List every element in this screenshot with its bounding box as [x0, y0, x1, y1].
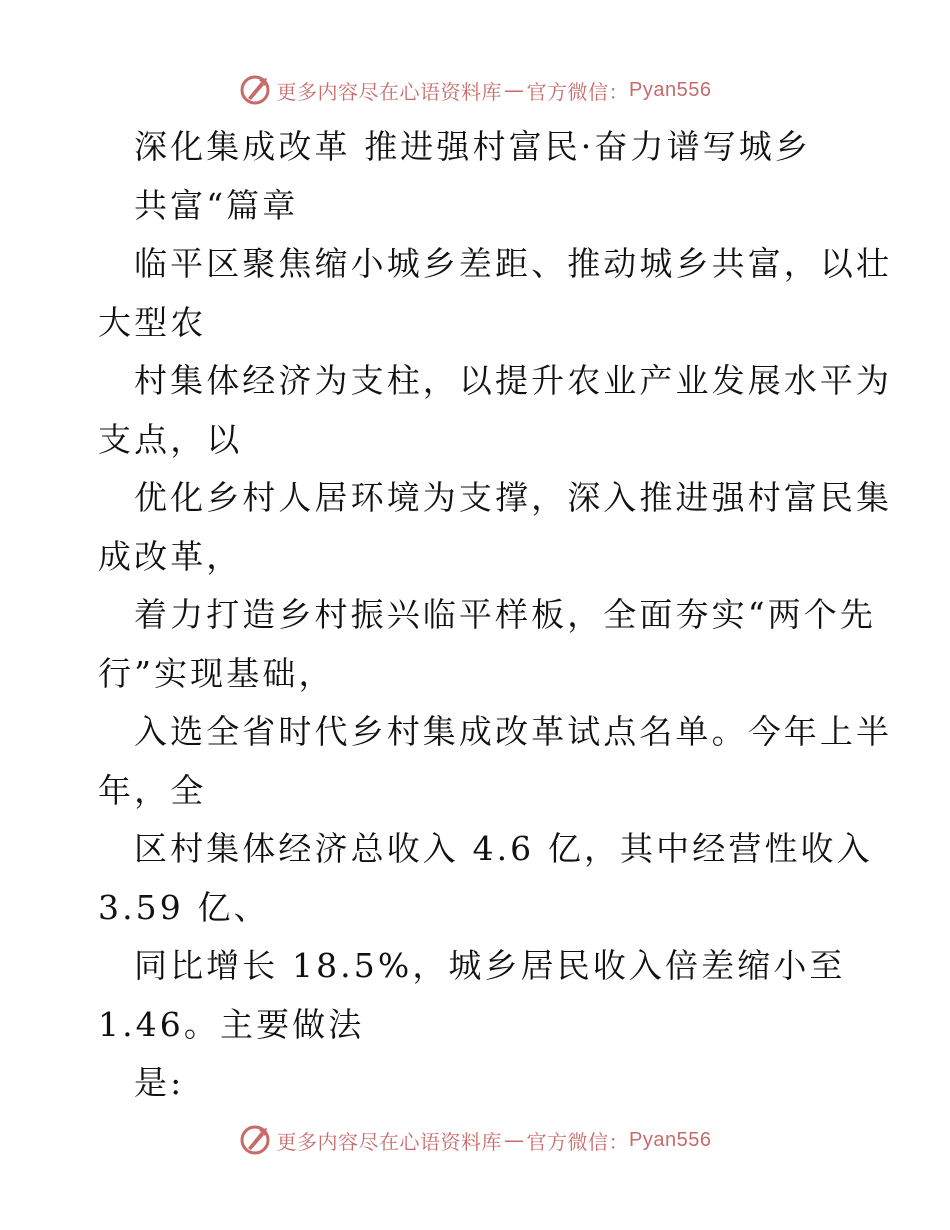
- paragraph-line: 行”实现基础，: [98, 653, 335, 693]
- paragraph-line: 成改革，: [98, 536, 243, 576]
- paragraph-line: 1.46。主要做法: [98, 1004, 365, 1044]
- watermark-dash: —: [504, 78, 525, 102]
- watermark-wechat-label: 官方微信：: [526, 79, 630, 104]
- watermark-text: 更多内容尽在心语资料库: [276, 79, 503, 104]
- watermark-wechat-id: Pyan556: [629, 1128, 712, 1151]
- watermark-wechat-id: Pyan556: [629, 78, 712, 101]
- paragraph-line: 入选全省时代乡村集成改革试点名单。今年上半: [134, 712, 893, 751]
- paragraph-line: 着力打造乡村振兴临平样板，全面夯实“两个先: [134, 595, 876, 634]
- paragraph-line: 优化乡村人居环境为支撑，深入推进强村富民集: [134, 478, 893, 517]
- paragraph-line: 支点，以: [98, 419, 243, 459]
- watermark-footer: [0, 1120, 950, 1160]
- paragraph-line: 同比增长 18.5%，城乡居民收入倍差缩小至: [134, 946, 846, 985]
- watermark-text: 更多内容尽在心语资料库: [276, 1129, 503, 1154]
- paragraph-line: 大型农: [98, 302, 207, 342]
- quill-logo-icon: [239, 74, 271, 106]
- watermark-dash: —: [504, 1128, 525, 1152]
- title-line-2: 共富“篇章: [134, 185, 299, 225]
- quill-logo-icon: [239, 1124, 271, 1156]
- paragraph-line: 村集体经济为支柱，以提升农业产业发展水平为: [134, 361, 893, 400]
- document-body: [98, 118, 893, 1113]
- paragraph-line: 年，全: [98, 770, 207, 810]
- paragraph-line: 临平区聚焦缩小城乡差距、推动城乡共富，以壮: [134, 244, 893, 283]
- watermark-wechat-label: 官方微信：: [526, 1129, 630, 1154]
- watermark-header: [0, 70, 950, 110]
- paragraph-line: 区村集体经济总收入 4.6 亿，其中经营性收入: [134, 829, 873, 868]
- paragraph-line: 3.59 亿、: [98, 887, 270, 927]
- paragraph-line: 是:: [134, 1063, 185, 1102]
- title-line-1: 深化集成改革 推进强村富民·奋力谱写城乡: [134, 127, 811, 166]
